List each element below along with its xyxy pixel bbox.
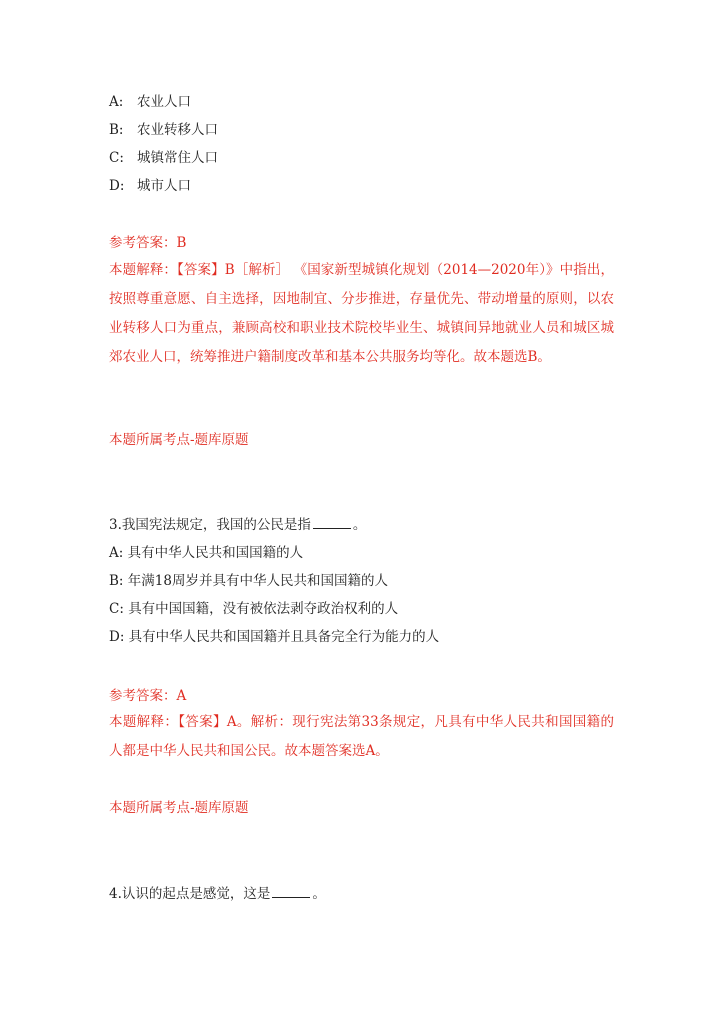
q3-option-d (109, 627, 439, 647)
option-text: 年满18周岁并具有中华人民共和国国籍的人 (127, 573, 388, 589)
q2-option-d (109, 176, 191, 196)
option-letter: A: (109, 545, 124, 561)
option-text: 城镇常住人口 (137, 150, 218, 166)
option-letter: B: (109, 573, 124, 589)
q3-source: 本题所属考点-题库原题 (109, 800, 249, 816)
q3-option-c (109, 599, 398, 619)
option-letter: D: (109, 178, 125, 194)
q4-stem-end: 。 (312, 886, 326, 902)
option-text: 农业人口 (137, 94, 191, 110)
option-letter: B: (109, 122, 124, 138)
q3-stem-end: 。 (352, 517, 367, 533)
q2-explanation: 本题解释：【答案】B［解析］ 《国家新型城镇化规划（2014—2020年）》中指出，按照尊重意愿、自主选择，因地制宜、分步推进，存量优先、带动增量的原则，以农业转移人口为重点，兼顾高校和职业技术院校毕业生、城镇间异地就业人员和城区城郊农业人口，统筹推进户籍制度改革和基本公共服务均等化。故本题选B。 (109, 262, 614, 365)
option-letter: D: (109, 629, 125, 645)
q2-option-a (109, 92, 191, 112)
option-text: 具有中华人民共和国国籍并且具备完全行为能力的人 (128, 629, 440, 645)
q3-option-a (109, 543, 303, 563)
answer-blank (272, 885, 310, 898)
q3-option-b (109, 571, 388, 591)
q3-answer: 参考答案：A (109, 688, 187, 704)
option-text: 城市人口 (137, 178, 191, 194)
answer-blank (313, 516, 351, 529)
q3-stem (109, 515, 366, 535)
q4-stem (109, 884, 326, 904)
q3-explanation: 本题解释：【答案】A。解析：现行宪法第33条规定，凡具有中华人民共和国国籍的人都是中华人民共和国公民。故本题答案选A。 (109, 714, 614, 759)
q4-stem-text: 4.认识的起点是感觉，这是 (109, 886, 271, 902)
option-text: 具有中华人民共和国国籍的人 (127, 545, 304, 561)
q3-stem-text: 3.我国宪法规定，我国的公民是指 (109, 517, 311, 533)
q2-source: 本题所属考点-题库原题 (109, 432, 249, 448)
q2-answer: 参考答案：B (109, 235, 187, 251)
option-letter: A: (109, 94, 124, 110)
q2-option-b (109, 120, 218, 140)
option-text: 具有中国国籍，没有被依法剥夺政治权利的人 (128, 601, 399, 617)
option-letter: C: (109, 601, 124, 617)
q2-option-c (109, 148, 218, 168)
option-letter: C: (109, 150, 124, 166)
option-text: 农业转移人口 (137, 122, 218, 138)
